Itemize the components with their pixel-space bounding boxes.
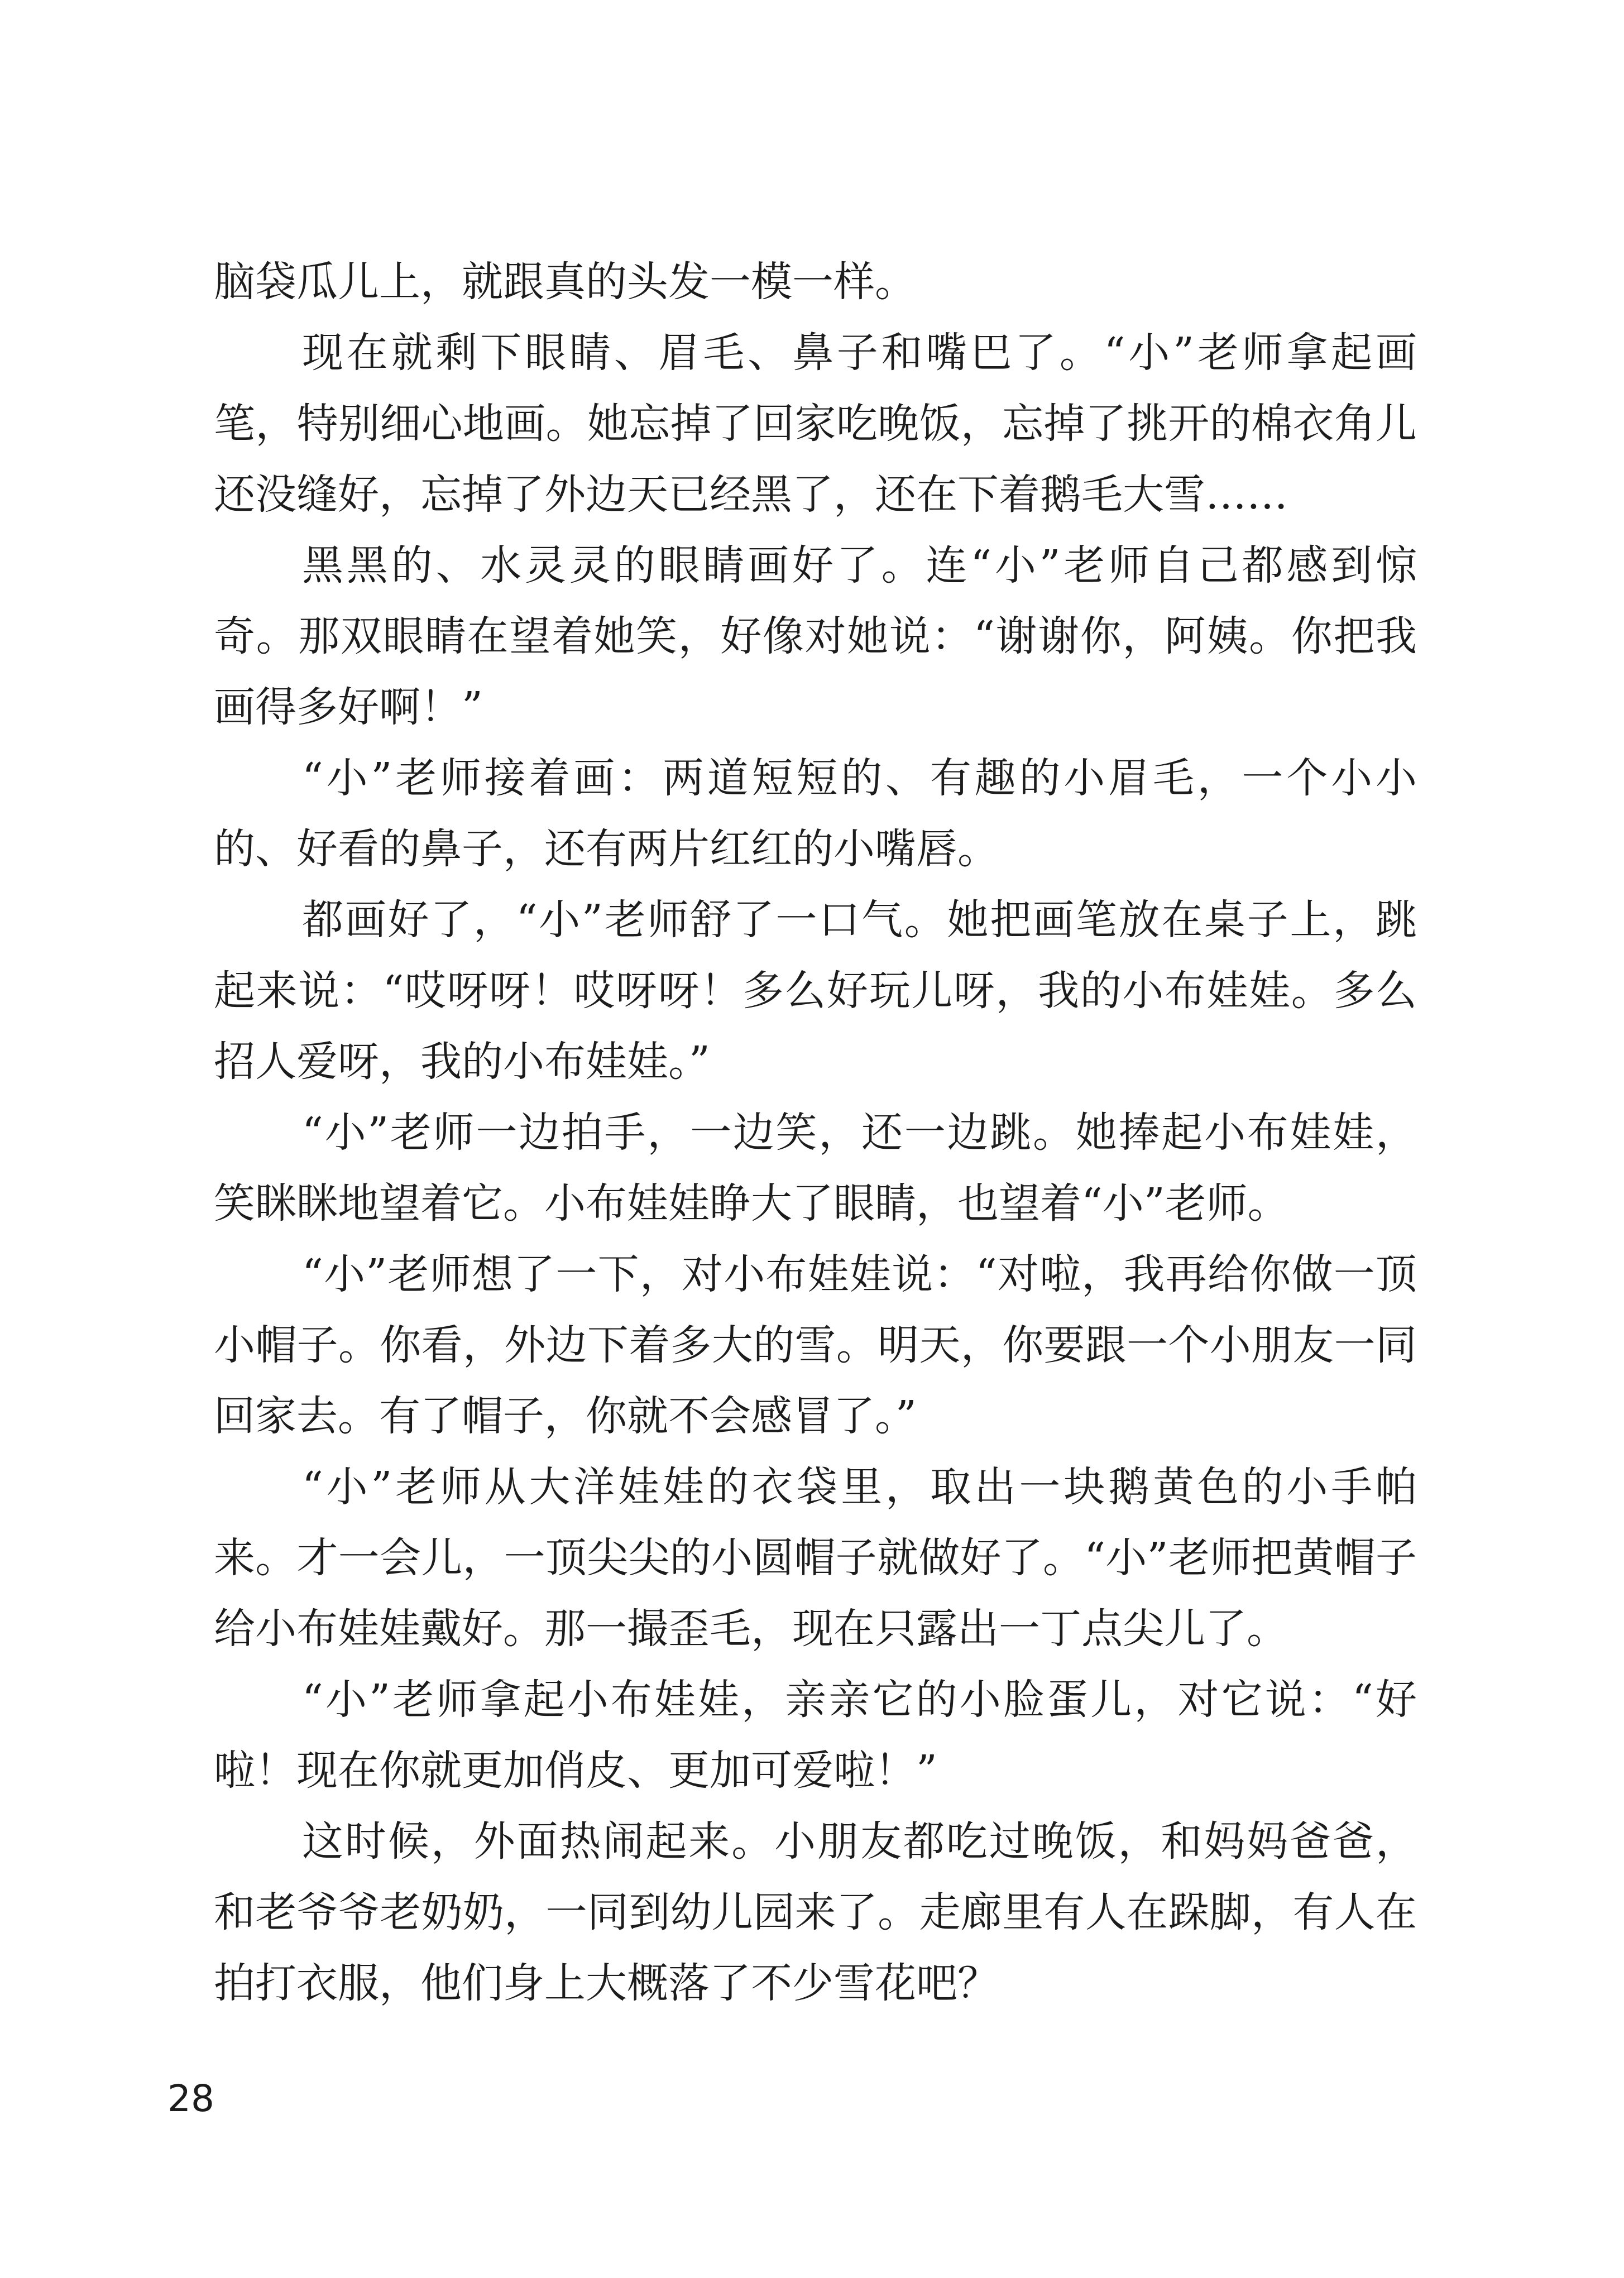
paragraph: “小”老师拿起小布娃娃，亲亲它的小脸蛋儿，对它说：“好啦！现在你就更加俏皮、更加可爱啦！”	[214, 1676, 1417, 1795]
paragraph: 这时候，外面热闹起来。小朋友都吃过晚饭，和妈妈爸爸，和老爷爷老奶奶，一同到幼儿园来了。走廊里有人在跺脚，有人在拍打衣服，他们身上大概落了不少雪花吧？	[214, 1817, 1417, 2007]
paragraph: 黑黑的、水灵灵的眼睛画好了。连“小”老师自己都感到惊奇。那双眼睛在望着她笑，好像对她说：“谢谢你，阿姨。你把我画得多好啊！”	[214, 541, 1417, 731]
paragraph: 都画好了，“小”老师舒了一口气。她把画笔放在桌子上，跳起来说：“哎呀呀！哎呀呀！多么好玩儿呀，我的小布娃娃。多么招人爱呀，我的小布娃娃。”	[214, 896, 1417, 1086]
page-body-text	[214, 247, 1417, 2019]
paragraph: “小”老师接着画：两道短短的、有趣的小眉毛，一个小小的、好看的鼻子，还有两片红红的小嘴唇。	[214, 754, 1417, 873]
paragraph-continued: 脑袋瓜儿上，就跟真的头发一模一样。	[214, 258, 916, 306]
paragraph: 现在就剩下眼睛、眉毛、鼻子和嘴巴了。“小”老师拿起画笔，特别细心地画。她忘掉了回家吃晚饭，忘掉了挑开的棉衣角儿还没缝好，忘掉了外边天已经黑了，还在下着鹅毛大雪……	[214, 329, 1417, 519]
paragraph: “小”老师从大洋娃娃的衣袋里，取出一块鹅黄色的小手帕来。才一会儿，一顶尖尖的小圆帽子就做好了。“小”老师把黄帽子给小布娃娃戴好。那一撮歪毛，现在只露出一丁点尖儿了。	[214, 1463, 1417, 1653]
page-number: 28	[167, 2077, 214, 2120]
paragraph: “小”老师想了一下，对小布娃娃说：“对啦，我再给你做一顶小帽子。你看，外边下着多大的雪。明天，你要跟一个小朋友一同回家去。有了帽子，你就不会感冒了。”	[214, 1250, 1417, 1440]
paragraph: “小”老师一边拍手，一边笑，还一边跳。她捧起小布娃娃，笑眯眯地望着它。小布娃娃睁大了眼睛，也望着“小”老师。	[214, 1109, 1417, 1227]
